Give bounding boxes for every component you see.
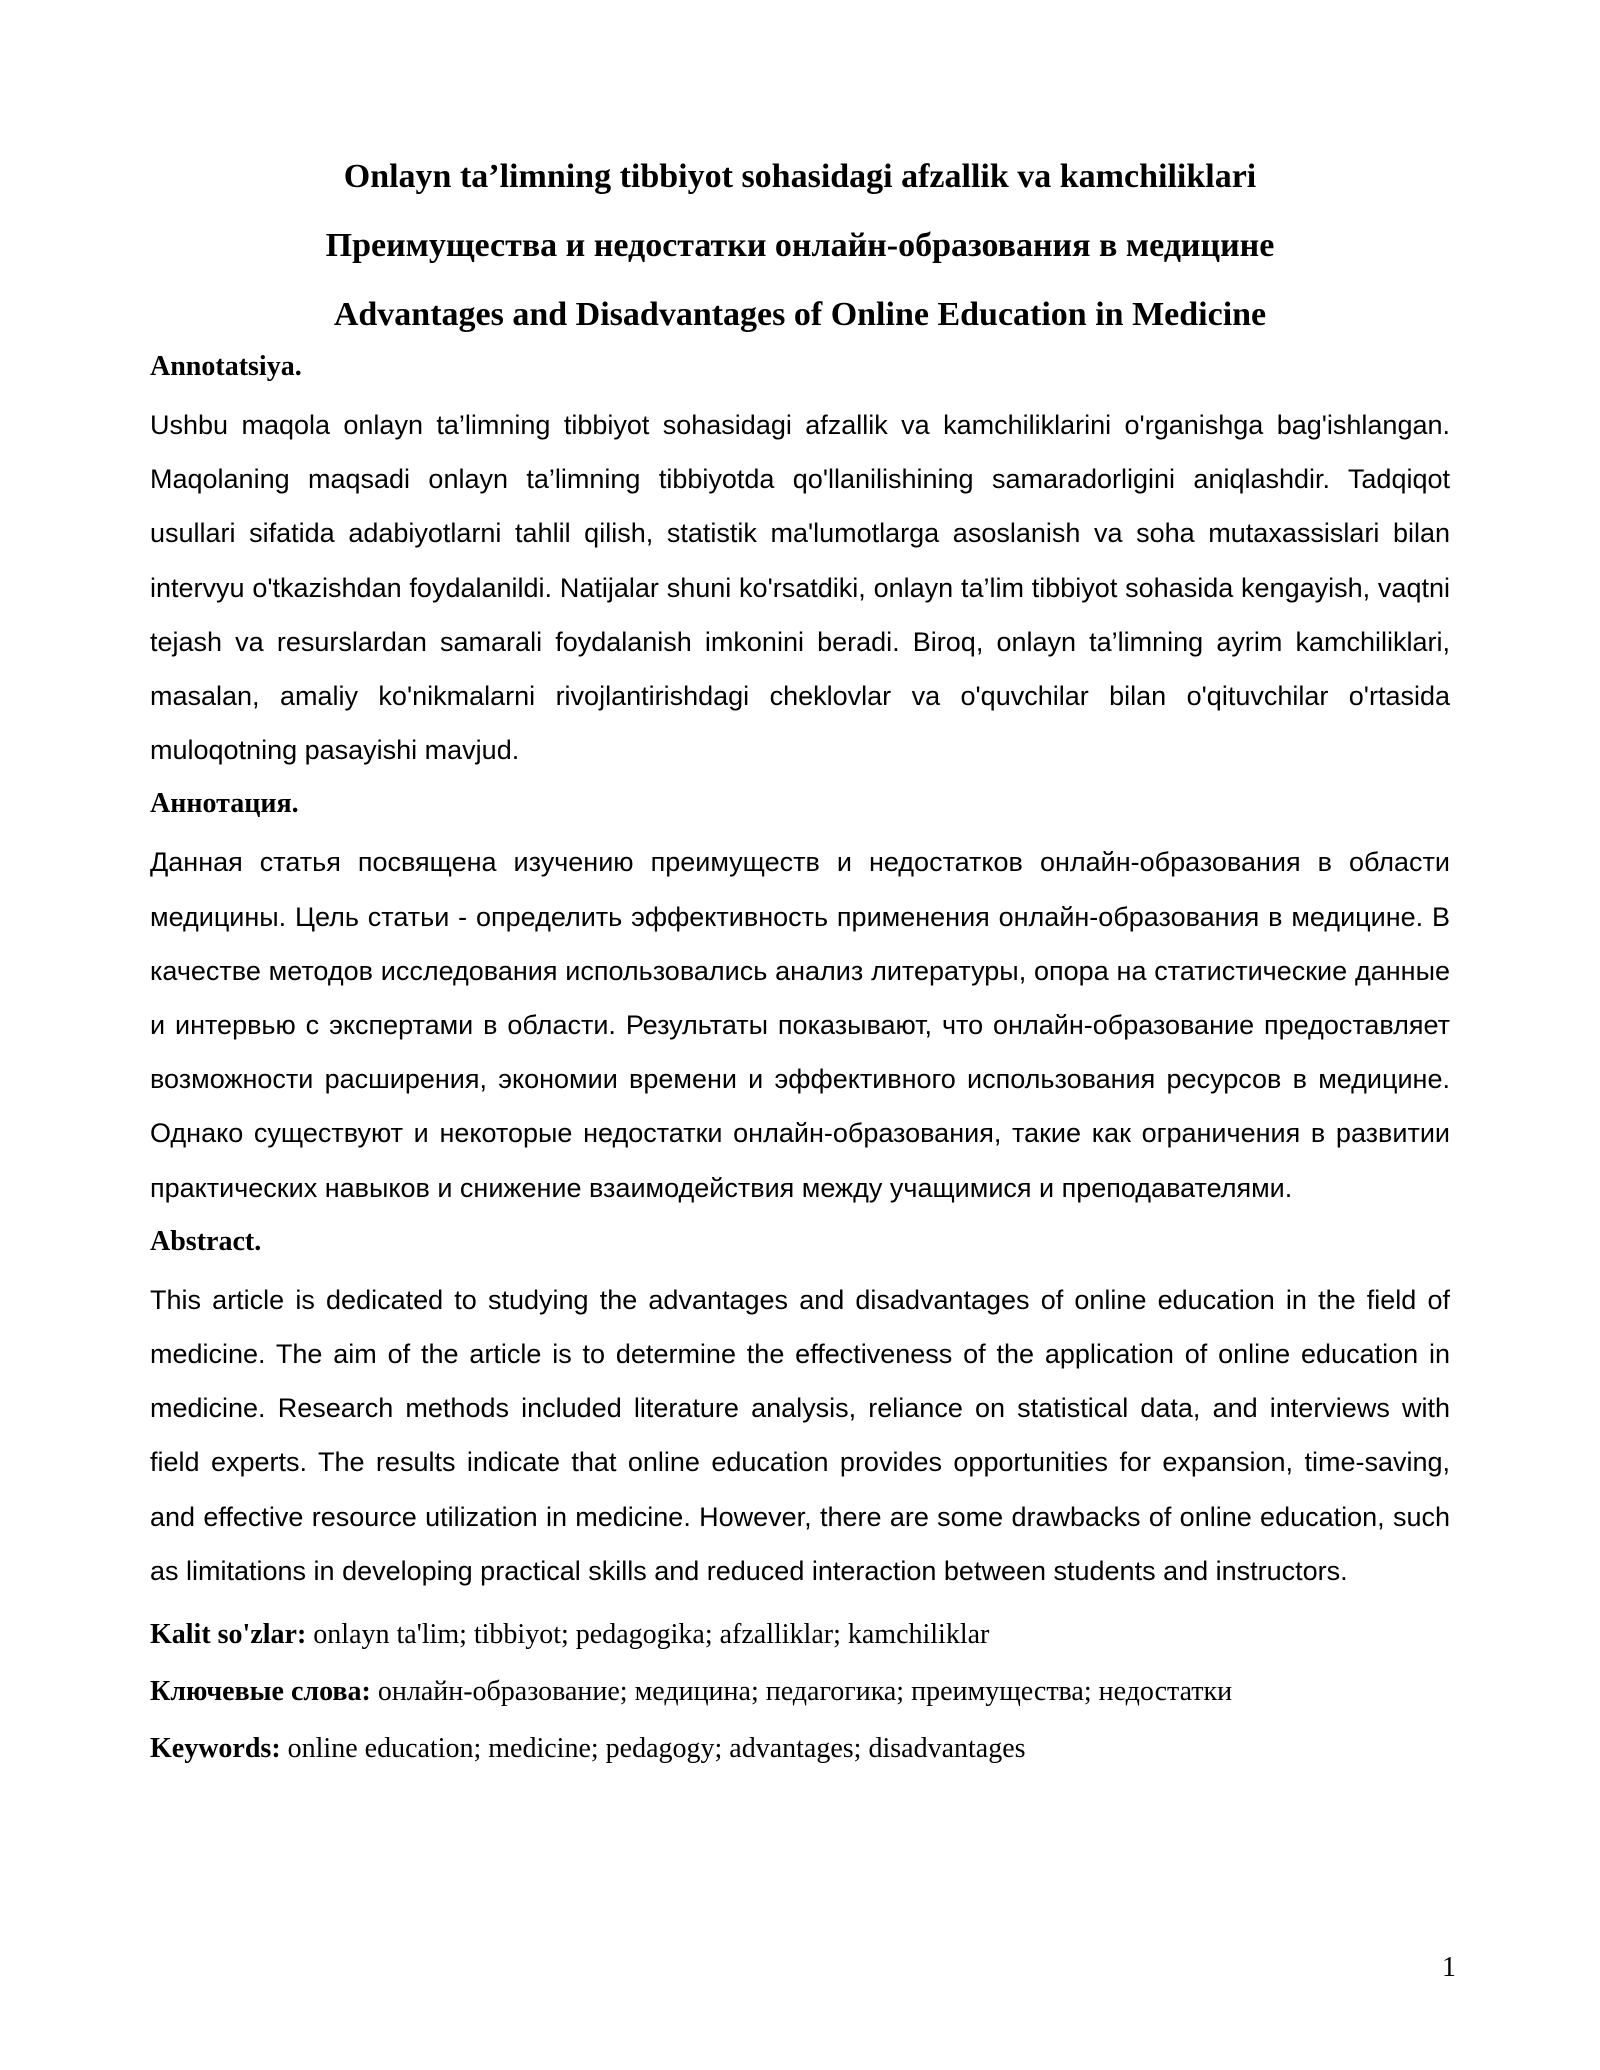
- keywords-russian-value: онлайн-образование; медицина; педагогика; преимущества; недостатки: [370, 1676, 1233, 1708]
- keywords-russian-label: Ключевые слова:: [150, 1676, 371, 1708]
- keywords-uzbek-label: Kalit so'zlar:: [150, 1619, 307, 1651]
- keywords-uzbek: [150, 1606, 1450, 1663]
- keywords-english-value: online education; medicine; pedagogy; advantages; disadvantages: [280, 1733, 1026, 1765]
- abstract-uzbek-text: Ushbu maqola onlayn ta’limning tibbiyot sohasidagi afzallik va kamchiliklarini o'rganishga bag'ishlangan. Maqolaning maqsadi onlayn ta’limning tibbiyotda qo'llanilishining samaradorligini aniqlashdir. Tadqiqot usullari sifatida adabiyotlarni tahlil qilish, statistik ma'lumotlarga asoslanish va soha mutaxassislari bilan intervyu o'tkazishdan foydalanildi. Natijalar shuni ko'rsatdiki, onlayn ta’lim tibbiyot sohasida kengayish, vaqtni tejash va resurslardan samarali foydalanish imkonini beradi. Biroq, onlayn ta’limning ayrim kamchiliklari, masalan, amaliy ko'nikmalarni rivojlantirishdagi cheklovlar va o'quvchilar bilan o'qituvchilar o'rtasida muloqotning pasayishi mavjud.: [150, 410, 1450, 766]
- page-number: 1: [1442, 1952, 1456, 1983]
- abstract-english-section: [150, 1223, 1450, 1598]
- document-body: [150, 348, 1450, 1777]
- abstract-uzbek-heading: Annotatsiya.: [150, 351, 302, 382]
- title-english: Advantages and Disadvantages of Online Education in Medicine: [333, 296, 1267, 333]
- keywords-section: [150, 1606, 1450, 1777]
- keywords-uzbek-value: onlayn ta'lim; tibbiyot; pedagogika; afzalliklar; kamchiliklar: [306, 1619, 990, 1651]
- title-block: [150, 142, 1450, 349]
- abstract-english-text: This article is dedicated to studying the advantages and disadvantages of online education in the field of medicine. The aim of the article is to determine the effectiveness of the application of online education in medicine. Research methods included literature analysis, reliance on statistical data, and interviews with field experts. The results indicate that online education provides opportunities for expansion, time-saving, and effective resource utilization in medicine. However, there are some drawbacks of online education, such as limitations in developing practical skills and reduced interaction between students and instructors.: [150, 1284, 1450, 1586]
- keywords-english: [150, 1720, 1450, 1777]
- abstract-russian-section: [150, 785, 1450, 1214]
- abstract-russian-text: Данная статья посвящена изучению преимуществ и недостатков онлайн-образования в области медицины. Цель статьи - определить эффективность применения онлайн-образования в медицине. В качестве методов исследования использовались анализ литературы, опора на статистические данные и интервью с экспертами в области. Результаты показывают, что онлайн-образование предоставляет возможности расширения, экономии времени и эффективного использования ресурсов в медицине. Однако существуют и некоторые недостатки онлайн-образования, такие как ограничения в развитии практических навыков и снижение взаимодействия между учащимися и преподавателями.: [150, 847, 1450, 1203]
- abstract-english-heading: Abstract.: [150, 1225, 262, 1257]
- title-russian: Преимущества и недостатки онлайн-образования в медицине: [325, 227, 1275, 264]
- abstract-uzbek-section: [150, 348, 1450, 777]
- keywords-russian: [150, 1663, 1450, 1720]
- abstract-russian-heading: Аннотация.: [150, 788, 299, 820]
- keywords-english-label: Keywords:: [150, 1733, 281, 1765]
- title-uzbek: Onlayn ta’limning tibbiyot sohasidagi afzallik va kamchiliklari: [343, 158, 1257, 195]
